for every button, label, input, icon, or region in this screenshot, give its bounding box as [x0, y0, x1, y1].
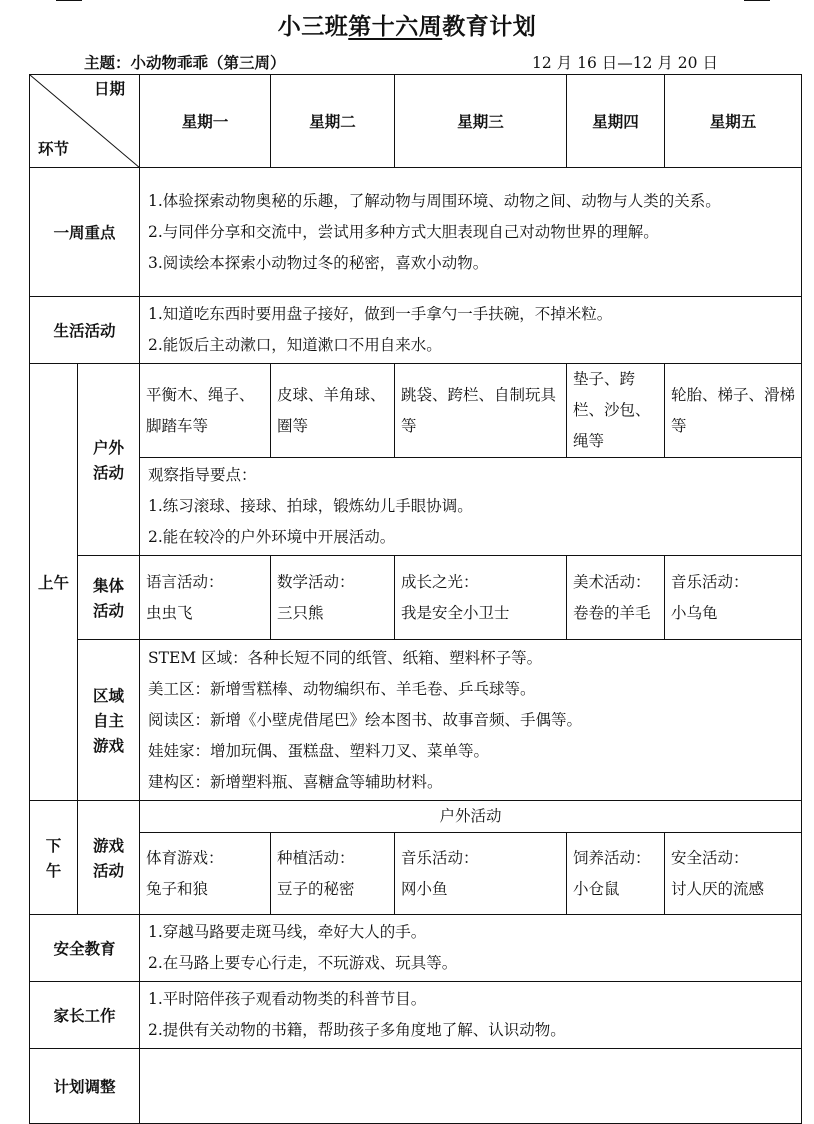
- focus-line: 3.阅读绘本探索小动物过冬的秘密，喜欢小动物。: [148, 253, 489, 272]
- adjust-content: [140, 1049, 802, 1124]
- top-rule-left: [56, 0, 82, 1]
- focus-label: 一周重点: [30, 168, 140, 297]
- pm-fri: [665, 833, 802, 915]
- day-wednesday: 星期三: [395, 75, 567, 168]
- area-line: 娃娃家：增加玩偶、蛋糕盘、塑料刀叉、菜单等。: [148, 741, 490, 760]
- safety-line: 2.在马路上要专心行走，不玩游戏、玩具等。: [148, 954, 458, 972]
- group-wed: [395, 556, 567, 640]
- pm-name: 兔子和狼: [146, 879, 209, 898]
- pm-type: 饲养活动：: [573, 848, 651, 867]
- area-label-line: 区域: [92, 685, 124, 705]
- top-rule-right: [744, 0, 770, 1]
- date-range: 12 月 16 日—12 月 20 日: [532, 54, 718, 72]
- group-name: 小乌龟: [671, 603, 718, 622]
- pm-type: 种植活动：: [277, 848, 355, 867]
- group-label-line: 活动: [92, 600, 124, 620]
- day-friday: 星期五: [665, 75, 802, 168]
- date-label: 日期: [93, 79, 125, 98]
- section-label: 环节: [38, 139, 70, 158]
- equipment-tue: 皮球、羊角球、圈等: [271, 364, 395, 458]
- group-mon: [140, 556, 271, 640]
- area-line: 阅读区：新增《小壁虎借尾巴》绘本图书、故事音频、手偶等。: [148, 710, 583, 729]
- header-corner: [30, 75, 140, 168]
- pm-wed: [395, 833, 567, 915]
- safety-line: 1.穿越马路要走斑马线，牵好大人的手。: [148, 923, 427, 941]
- pm-type: 音乐活动：: [401, 848, 479, 867]
- game-label-line: 游戏: [92, 835, 124, 855]
- parents-line: 2.提供有关动物的书籍，帮助孩子多角度地了解、认识动物。: [148, 1021, 566, 1039]
- pm-name: 豆子的秘密: [277, 879, 355, 898]
- theme-label: 主题：小动物乖乖（第三周）: [84, 53, 286, 72]
- pm-mon: [140, 833, 271, 915]
- outdoor-label: [78, 364, 140, 556]
- area-label-line: 游戏: [92, 735, 124, 755]
- life-line: 1.知道吃东西时要用盘子接好，做到一手拿勺一手扶碗，不掉米粒。: [148, 305, 613, 323]
- life-line: 2.能饭后主动漱口，知道漱口不用自来水。: [148, 336, 442, 354]
- day-thursday: 星期四: [567, 75, 665, 168]
- equipment-mon: 平衡木、绳子、脚踏车等: [140, 364, 271, 458]
- group-thu: [567, 556, 665, 640]
- group-label-line: 集体: [92, 575, 124, 595]
- outdoor-label-line: 户外: [92, 437, 124, 457]
- safety-content: [140, 915, 802, 982]
- parents-content: [140, 982, 802, 1049]
- group-type: 成长之光：: [401, 572, 479, 591]
- safety-label: 安全教育: [30, 915, 140, 982]
- area-line: 建构区：新增塑料瓶、喜糖盒等辅助材料。: [148, 772, 443, 791]
- group-tue: [271, 556, 395, 640]
- afternoon-label-line: 午: [45, 860, 62, 880]
- guide-line: 1.练习滚球、接球、拍球，锻炼幼儿手眼协调。: [148, 497, 473, 515]
- focus-line: 2.与同伴分享和交流中，尝试用多种方式大胆表现自己对动物世界的理解。: [148, 222, 659, 241]
- equipment-wed: 跳袋、跨栏、自制玩具等: [395, 364, 567, 458]
- focus-content: [140, 168, 802, 297]
- morning-label: 上午: [30, 364, 78, 801]
- area-line: STEM 区域：各种长短不同的纸管、纸箱、塑料杯子等。: [148, 648, 543, 667]
- game-label: [78, 801, 140, 915]
- adjust-label: 计划调整: [30, 1049, 140, 1124]
- life-label: 生活活动: [30, 297, 140, 364]
- equipment-thu: 垫子、跨栏、沙包、绳等: [567, 364, 665, 458]
- focus-line: 1.体验探索动物奥秘的乐趣，了解动物与周围环境、动物之间、动物与人类的关系。: [148, 191, 721, 210]
- area-content: [140, 640, 802, 801]
- pm-thu: [567, 833, 665, 915]
- guide-line: 2.能在较冷的户外环境中开展活动。: [148, 528, 396, 546]
- pm-type: 安全活动：: [671, 848, 749, 867]
- group-type: 美术活动：: [573, 572, 651, 591]
- outdoor-label-line: 活动: [92, 462, 124, 482]
- group-type: 语言活动：: [146, 572, 224, 591]
- day-tuesday: 星期二: [271, 75, 395, 168]
- pm-name: 网小鱼: [401, 879, 448, 898]
- group-name: 三只熊: [277, 603, 324, 622]
- group-name: 卷卷的羊毛: [573, 603, 651, 622]
- pm-name: 讨人厌的流感: [671, 879, 765, 898]
- afternoon-outdoor-title: 户外活动: [140, 801, 802, 833]
- life-content: [140, 297, 802, 364]
- group-type: 音乐活动：: [671, 572, 749, 591]
- outdoor-guide: [140, 458, 802, 556]
- page-title: 小三班第十六周教育计划: [277, 13, 537, 40]
- day-monday: 星期一: [140, 75, 271, 168]
- equipment-fri: 轮胎、梯子、滑梯等: [665, 364, 802, 458]
- group-fri: [665, 556, 802, 640]
- area-label: [78, 640, 140, 801]
- guide-line: 观察指导要点：: [148, 466, 257, 484]
- group-name: 我是安全小卫士: [401, 603, 510, 622]
- afternoon-label-line: 下: [45, 835, 62, 855]
- area-line: 美工区：新增雪糕棒、动物编织布、羊毛卷、乒乓球等。: [148, 679, 536, 698]
- pm-type: 体育游戏：: [146, 848, 224, 867]
- pm-name: 小仓鼠: [573, 879, 620, 898]
- group-type: 数学活动：: [277, 572, 355, 591]
- group-label: [78, 556, 140, 640]
- plan-table: [29, 74, 802, 1124]
- pm-tue: [271, 833, 395, 915]
- afternoon-label: [30, 801, 78, 915]
- parents-label: 家长工作: [30, 982, 140, 1049]
- game-label-line: 活动: [92, 860, 124, 880]
- area-label-line: 自主: [92, 710, 124, 730]
- group-name: 虫虫飞: [146, 603, 193, 622]
- parents-line: 1.平时陪伴孩子观看动物类的科普节目。: [148, 990, 427, 1008]
